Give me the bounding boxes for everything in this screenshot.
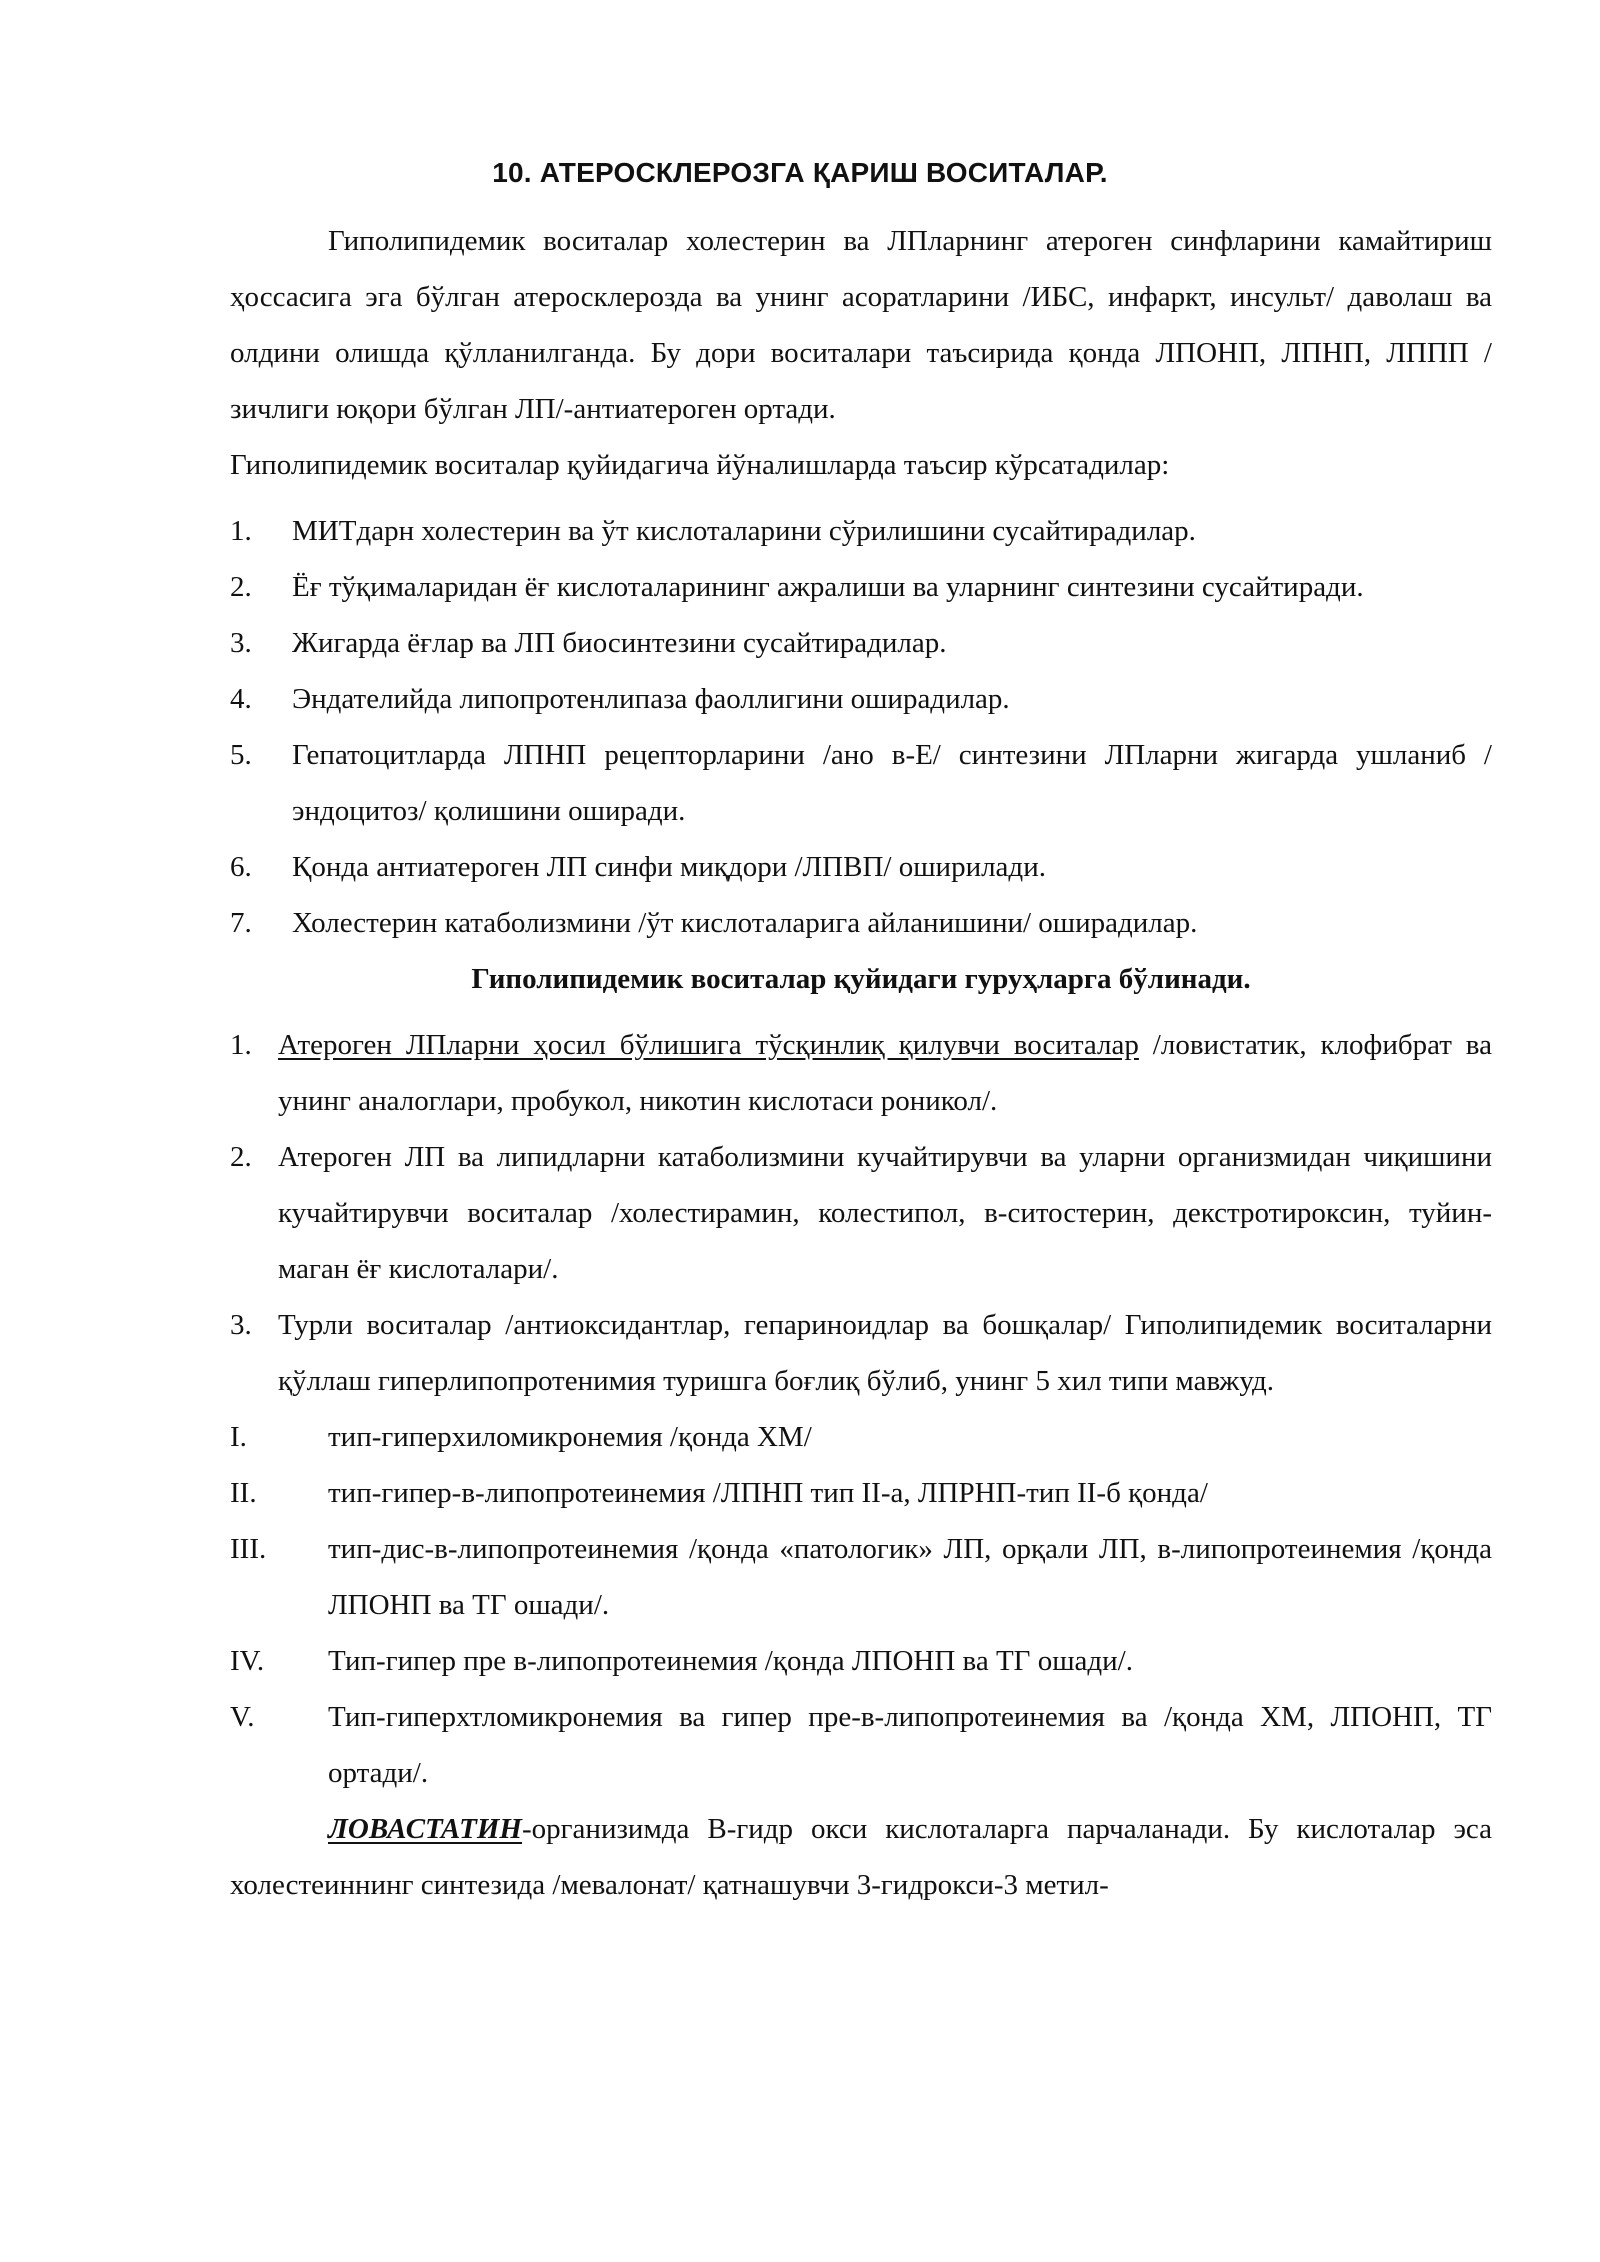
underlined-text: Атероген ЛПларни ҳосил бўлишига тўсқинлиқ қилувчи воситалар [278,1029,1139,1061]
list-item [230,1689,1492,1801]
list-item-text: /ловистатик, клофибрат ва унинг аналоглари, пробукол, никотин кислотаси роникол/. [278,1029,1492,1117]
types-list [230,1409,1492,1801]
groups-heading: Гиполипидемик воситалар қуйидаги гуруҳларга бўлинади. [471,963,1251,995]
list-item-text: Турли воситалар /антиоксидантлар, гепариноидлар ва бошқалар/ Гиполипидемик воситаларни қўллаш гиперлипопротенимия туришга боғлиқ бўлиб, унинг 5 хил типи мавжуд. [278,1309,1492,1397]
list-item [230,671,1492,727]
intro-paragraph: Гиполипидемик воситалар холестерин ва ЛПларнинг атероген синфларини камайтириш ҳоссасига эга бўлган атеросклерозда ва унинг асоратларини /ИБС, инфаркт, инсульт/ даволаш ва олдини олишда қўлланилганда. Бу дори воситалари таъсирида қонда ЛПОНП, ЛПНП, ЛППП /зичлиги юқори бўлган ЛП/-антиатероген ортади. [230,225,1492,425]
list-marker: I. [230,1421,247,1453]
list-marker: 3. [230,627,252,659]
list-item-text: Атероген ЛП ва липидларни катаболизмини кучайтирувчи ва уларни организмидан чиқишини кучайтирувчи воситалар /холестирамин, колестипол, в-ситостерин, декстротироксин, туйин-маган ёғ кислоталари/. [278,1141,1492,1285]
list-item-text: Тип-гипер пре в-липопротеинемия /қонда ЛПОНП ва ТГ ошади/. [328,1645,1133,1677]
list-marker: 1. [230,515,252,547]
effects-list [230,503,1492,951]
list-item [230,1017,1492,1129]
list-item-text: Қонда антиатероген ЛП синфи миқдори /ЛПВП/ оширилади. [292,851,1046,883]
list-item [230,1129,1492,1297]
list-item [230,895,1492,951]
list-marker: 1. [230,1029,252,1061]
lovastatin-text: -организимда В-гидр окси кислоталарга парчаланади. Бу кислоталар эса холестеиннинг синтезида /мевалонат/ қатнашувчи 3-гидрокси-3 метил- [230,1813,1492,1901]
list-item [230,839,1492,895]
list-item-text: Эндателийда липопротенлипаза фаоллигини оширадилар. [292,683,1010,715]
list-item-text: Жигарда ёғлар ва ЛП биосинтезини сусайтирадилар. [292,627,947,659]
list-marker: III. [230,1533,267,1565]
list-item [230,615,1492,671]
list-item-text: Ёғ тўқималаридан ёғ кислоталарининг ажралиши ва уларнинг синтезини сусайтиради. [292,571,1364,603]
list-item-text: МИТдарн холестерин ва ўт кислоталарини сўрилишини сусайтирадилар. [292,515,1196,547]
list-item [230,1465,1492,1521]
list-item [230,1297,1492,1409]
list-item-text: Гепатоцитларда ЛПНП рецепторларини /ано в-Е/ синтезини ЛПларни жигарда ушланиб /эндоцитоз/ қолишини оширади. [292,739,1492,827]
list-item [230,503,1492,559]
list-item [230,1521,1492,1633]
list-item-text: тип-дис-в-липопротеинемия /қонда «патологик» ЛП, орқали ЛП, в-липопротеинемия /қонда ЛПОНП ва ТГ ошади/. [328,1533,1492,1621]
intro-lead: Гиполипидемик воситалар қуйидагича йўналишларда таъсир кўрсатадилар: [230,449,1170,481]
list-item-text: тип-гиперхиломикронемия /қонда ХМ/ [328,1421,812,1453]
list-marker: IV. [230,1645,265,1677]
page-title [0,157,1600,189]
list-marker: 4. [230,683,252,715]
list-item [230,1409,1492,1465]
list-marker: V. [230,1701,255,1733]
list-marker: II. [230,1477,257,1509]
list-item [230,559,1492,615]
title-text: АТЕРОСКЛЕРОЗГА ҚАРИШ ВОСИТАЛАР. [539,157,1108,188]
list-item [230,1633,1492,1689]
list-marker: 2. [230,1141,252,1173]
lovastatin-paragraph [230,1801,1492,1913]
list-marker: 2. [230,571,252,603]
list-item-text: Холестерин катаболизмини /ўт кислоталарига айланишини/ оширадилар. [292,907,1198,939]
list-marker: 7. [230,907,252,939]
list-item [230,727,1492,839]
list-marker: 3. [230,1309,252,1341]
document-body [230,213,1492,1913]
list-item-text: тип-гипер-в-липопротеинемия /ЛПНП тип II-а, ЛПРНП-тип II-б қонда/ [328,1477,1208,1509]
list-marker: 5. [230,739,252,771]
lovastatin-term: ЛОВАСТАТИН [328,1813,522,1845]
list-marker: 6. [230,851,252,883]
title-number: 10. [492,157,532,188]
list-item-text: Тип-гиперхтломикронемия ва гипер пре-в-липопротеинемия ва /қонда ХМ, ЛПОНП, ТГ ортади/. [328,1701,1492,1789]
groups-list [230,1017,1492,1409]
